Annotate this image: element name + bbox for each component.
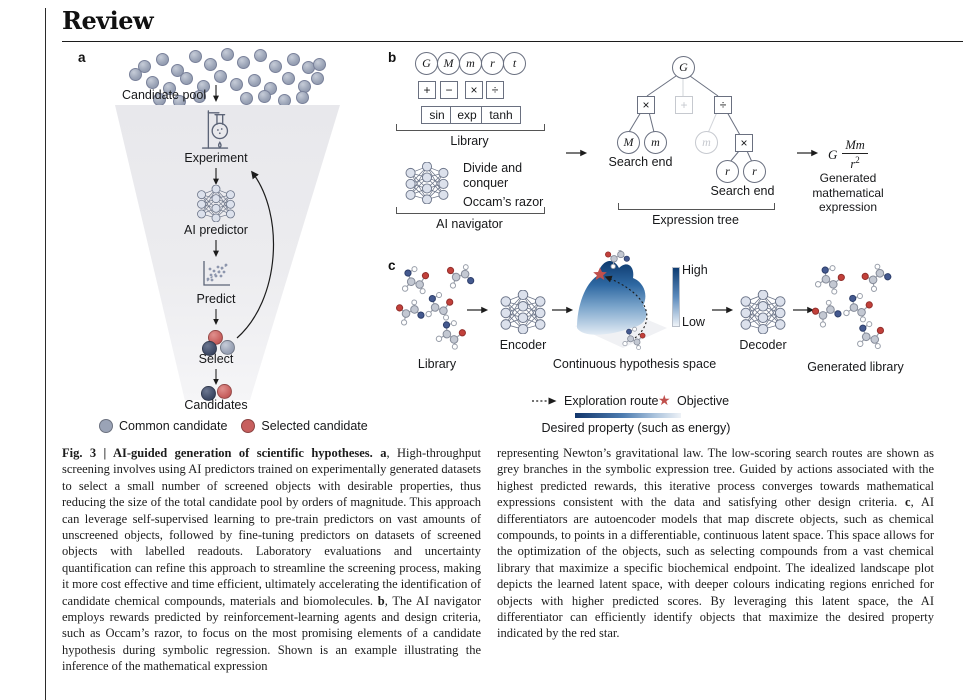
arrow-right-icon [552, 305, 574, 315]
generated-library-molecules [810, 262, 902, 354]
formula-numerator: Mm [842, 139, 867, 154]
tree-root-G: G [672, 56, 695, 79]
decoder-label: Decoder [739, 338, 787, 352]
feedback-loop-arrow [230, 160, 300, 350]
common-candidate-legend-label: Common candidate [119, 419, 228, 433]
function-tanh: tanh [481, 106, 521, 124]
hypothesis-space-label: Continuous hypothesis space [552, 357, 717, 371]
tree-r-left: r [716, 160, 739, 183]
arrow-down-icon [211, 309, 221, 325]
navigator-bracket [396, 207, 545, 214]
search-end-left-label: Search end [608, 155, 673, 169]
function-exp: exp [450, 106, 484, 124]
tree-add-faded: + [675, 96, 693, 114]
candidate-dot [189, 50, 202, 63]
tree-mul-left: × [637, 96, 655, 114]
candidate-dot [313, 58, 326, 71]
generated-expression-label: Generated mathematical expression [812, 171, 884, 214]
variable-node-t: t [503, 52, 526, 75]
candidate-pool-label: Candidate pool [122, 88, 207, 102]
header-rule [62, 41, 963, 42]
candidate-dot [237, 56, 250, 69]
selected-candidate-swatch [241, 419, 255, 433]
operator-plus: + [418, 81, 436, 99]
candidate-dot [311, 72, 324, 85]
candidate-dot [282, 72, 295, 85]
library-label: Library [450, 134, 489, 148]
exploration-route-icon [532, 396, 558, 406]
encoder-network-icon [497, 290, 549, 334]
experiment-flask-icon [198, 108, 234, 150]
tree-m-faded: m [695, 131, 718, 154]
generated-formula [828, 139, 868, 171]
scale-low-label: Low [682, 315, 705, 329]
desired-property-gradient [575, 413, 681, 418]
function-sin: sin [421, 106, 453, 124]
candidate-dot [214, 70, 227, 83]
arrow-down-icon [211, 369, 221, 385]
caption-left-column: Fig. 3 | AI-guided generation of scientific hypotheses. a, High-throughput screening involves using AI predictors trained on experimentally generated datasets to select a small number of screened objects with desirable properties, thus reducing the size of the total candidate pool by orders of magnitude. This approach can leverage self-supervised learning to pre-train predictors on vast amounts of unscreened objects, followed by fine-tuning predictors on datasets of screened objects with labelled readouts. Laboratory evaluations and uncertainty quantification can refine this approach to streamline the screening process, making it more cost effective and time efficient, ultimately accelerating the identification of candidate chemical compounds, materials and biomolecules. b, The AI navigator employs rewards predicted by reinforcement-learning agents and design criteria, such as Occam’s razor, to focus on the most promising elements of a candidate hypothesis during symbolic regression. Shown is an example illustrating the inference of the mathematical expression [62, 446, 481, 674]
objective-star-icon: ★ [658, 392, 671, 408]
candidate-dot [269, 60, 282, 73]
panel-a-label: a [78, 50, 86, 65]
library-c-label: Library [417, 357, 457, 371]
arrow-down-icon [211, 240, 221, 257]
tree-div: ÷ [714, 96, 732, 114]
candidate-dot [240, 92, 253, 105]
tree-mul-right: × [735, 134, 753, 152]
desired-property-label: Desired property (such as energy) [541, 421, 731, 435]
score-colorbar [672, 267, 680, 327]
candidates-label: Candidates [184, 398, 248, 412]
exploration-route-label: Exploration route [564, 394, 659, 408]
formula-coefficient: G [828, 147, 838, 163]
selected-candidate-legend-label: Selected candidate [261, 419, 368, 433]
candidate-dot [204, 58, 217, 71]
ai-navigator-label: AI navigator [436, 217, 503, 231]
search-end-right-label: Search end [710, 184, 775, 198]
arrow-right-icon [797, 148, 819, 158]
common-candidate-swatch [99, 419, 113, 433]
tree-M: M [617, 131, 640, 154]
formula-denominator: $r^2$ [850, 155, 860, 172]
expression-tree-label: Expression tree [652, 213, 739, 227]
caption-right-column: representing Newton’s gravitational law. The low-scoring search routes are shown as grey branches in the symbolic expression tree. Guided by actions associated with the highest predicted rewards, this iterative process converges towards mathematical expressions consistent with the data and satisfying other design criteria. c, AI differentiators are autoencoder models that map discrete objects, such as chemical compounds, to points in a differentiable, continuous latent space. This space allows for the optimization of the objects, such as selecting compounds from a vast chemical library that maximize a specific biochemical endpoint. The idealized landscape plot depicts the learned latent space, with deeper colours indicating regions enriched for objects with higher predicted scores. By leveraging this latent space, the AI differentiator can efficiently identify objects that maximize the desired property indicated by the red star. [497, 446, 935, 641]
encoder-label: Encoder [499, 338, 547, 352]
page-title: Review [62, 6, 154, 35]
candidate-dot [180, 72, 193, 85]
predict-chart-icon [199, 259, 233, 289]
expression-tree-bracket [618, 203, 775, 210]
candidate-dot [156, 53, 169, 66]
left-margin-rule [45, 8, 46, 700]
variable-node-r: r [481, 52, 504, 75]
variable-node-G: G [415, 52, 438, 75]
arrow-right-icon [566, 148, 588, 158]
operator-divide: ÷ [486, 81, 504, 99]
tree-r-right: r [743, 160, 766, 183]
arrow-down-icon [211, 168, 221, 185]
panel-c-label: c [388, 258, 396, 273]
candidate-dot [258, 90, 271, 103]
navigator-note-divide: Divide and conquer [463, 161, 523, 190]
decoder-network-icon [737, 290, 789, 334]
variable-node-m: m [459, 52, 482, 75]
predict-label: Predict [196, 292, 236, 306]
ai-predictor-label: AI predictor [184, 223, 248, 237]
tree-m: m [644, 131, 667, 154]
candidate-dot [296, 91, 309, 104]
candidate-dot [254, 49, 267, 62]
candidate-dot [129, 68, 142, 81]
scale-high-label: High [682, 263, 708, 277]
candidate-dot [248, 74, 261, 87]
generated-library-label: Generated library [807, 360, 904, 374]
arrow-down-icon [211, 85, 221, 102]
navigator-note-occam: Occam’s razor [463, 195, 544, 209]
selected-candidate-dot [217, 384, 232, 399]
hypothesis-landscape-plot [573, 250, 669, 352]
candidate-dot [221, 48, 234, 61]
panel-b-label: b [388, 50, 397, 65]
arrow-right-icon [712, 305, 734, 315]
ai-navigator-network-icon [398, 162, 456, 204]
panel-a-legend [99, 419, 368, 433]
candidate-dot [287, 53, 300, 66]
operator-minus: − [440, 81, 458, 99]
formula-fraction [842, 139, 867, 171]
arrow-right-icon [467, 305, 489, 315]
library-bracket [396, 124, 545, 131]
objective-label: Objective [677, 394, 730, 408]
experiment-label: Experiment [184, 151, 248, 165]
operator-times: × [465, 81, 483, 99]
variable-node-M: M [437, 52, 460, 75]
select-label: Select [198, 352, 234, 366]
candidate-dot [230, 78, 243, 91]
